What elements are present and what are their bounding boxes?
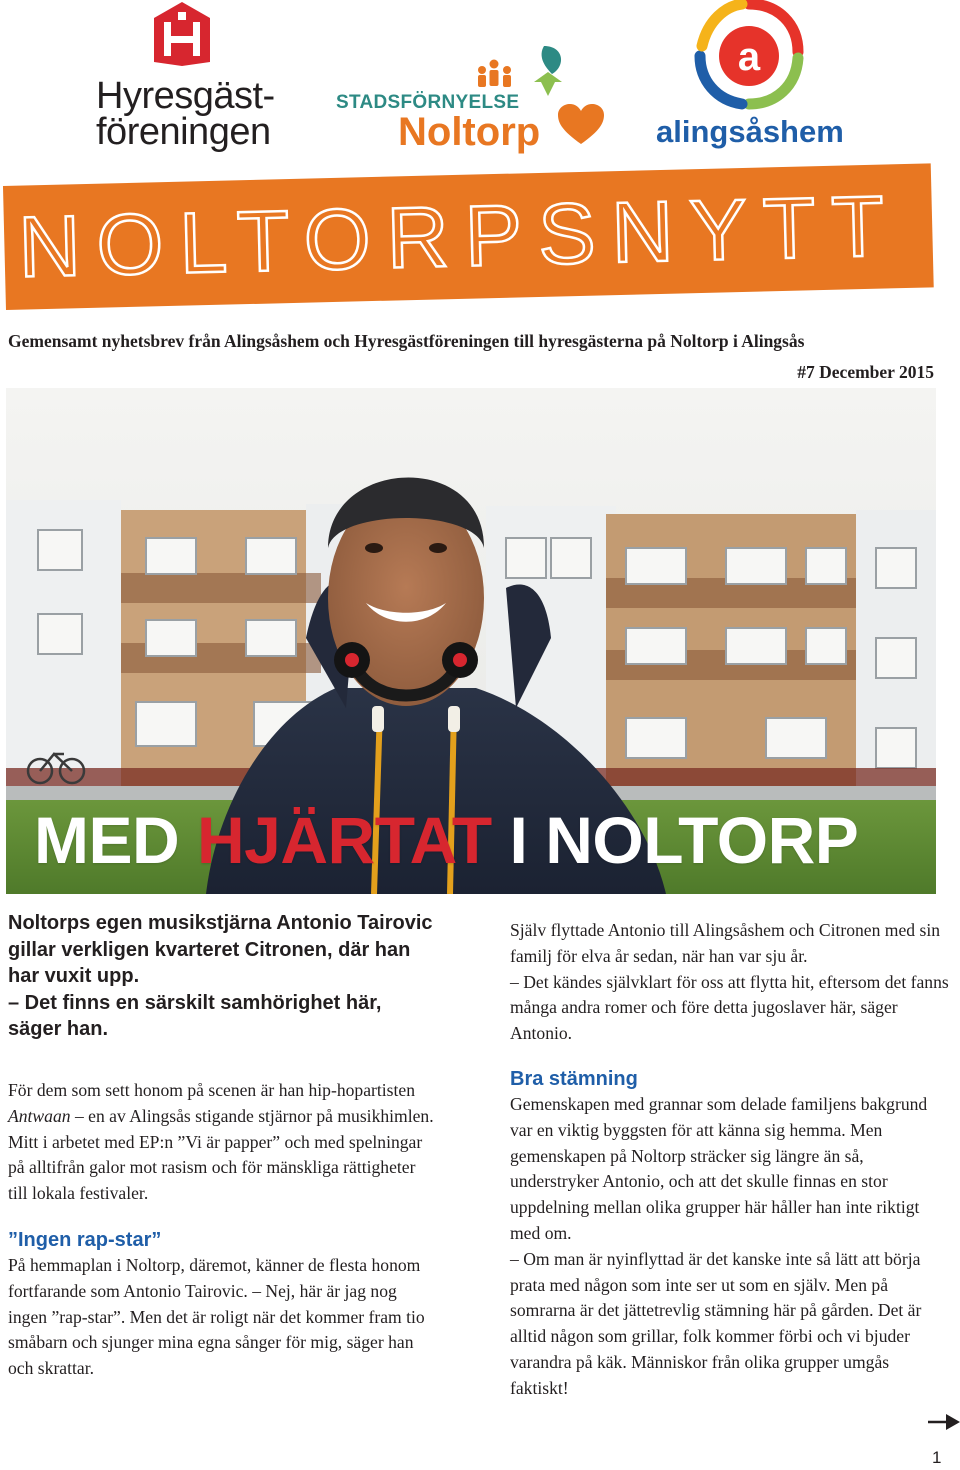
hyresgast-line2: föreningen <box>96 111 271 153</box>
page-number: 1 <box>932 1448 942 1467</box>
cover-photo <box>6 388 936 894</box>
hyresgast-line1: Hyresgäst- <box>96 75 275 117</box>
paragraph-1-end: – en av Alingsås stigande stjärnor på musikhimlen. Mitt i arbetet med EP:n ”Vi är papper” och med spelningar på alltifrån galor mot rasism och för mänskliga rättigheter till lokala festivaler. <box>8 1105 434 1204</box>
article-paragraph-2: På hemmaplan i Noltorp, däremot, känner de flesta honom fortfarande som Antonio Tairovic. – Nej, här är jag nog ingen ”rap-star”. Men det är roligt när det kommer fram tio småbarn och sjunger mina egna sånger för mig, säger han och skrattar. <box>8 1254 425 1379</box>
article-left-column <box>8 910 438 1382</box>
paragraph-1-start: För dem som sett honom på scenen är han hip-hopartisten <box>8 1079 416 1100</box>
alingsashem-text: alingsåshem <box>656 114 844 149</box>
article-paragraph-6: – Om man är nyinflyttad är det kanske inte så lätt att börja prata med någon som inte ser ut som en själv. Men på somrarna är det jättetrevlig stämning här på gården. Det är alltid någon som grillar, folk kommer förbi och vi bjuder varandra på käk. Människor från olika grupper umgås faktiskt! <box>510 1248 922 1398</box>
hyresgastforeningen-logo <box>96 0 286 160</box>
alingsashem-logo <box>650 0 860 160</box>
alingsashem-a-icon <box>694 0 804 110</box>
cover-headline <box>34 800 858 880</box>
article-lead: Noltorps egen musikstjärna Antonio Tairovic gillar verkligen kvarteret Citronen, där han har vuxit upp. <box>8 912 433 988</box>
stadsfornyelse-noltorp-logo <box>336 40 616 160</box>
article-paragraph-3: Själv flyttade Antonio till Alingsåshem och Citronen med sin familj för elva år sedan, när han var sju år. <box>510 920 941 966</box>
headline-part-2: I NOLTORP <box>491 803 859 877</box>
house-h-icon <box>152 2 212 66</box>
headline-part-1: MED <box>34 803 197 877</box>
continue-arrow-icon <box>928 1408 960 1436</box>
subheading-bra-stamning: Bra stämning <box>510 1067 638 1090</box>
heart-icon <box>558 104 604 146</box>
stadsfornyelse-text: STADSFÖRNYELSE <box>336 92 520 113</box>
article-right-column <box>510 918 950 1402</box>
subheading-ingen-rap-star: ”Ingen rap-star” <box>8 1228 162 1251</box>
svg-text:a: a <box>737 35 761 79</box>
article-paragraph-5: Gemenskapen med grannar som delade familjens bakgrund var en viktig byggsten för att känna sig hemma. Men gemenskapen på Noltorp sträcker sig längre än så, understryker Antonio, och att det skulle finnas en stor uppdelning mellan olika grupper här håller han inte riktigt med om. <box>510 1093 928 1243</box>
title-banner <box>3 163 934 310</box>
article-lead-quote: – Det finns en särskilt samhörighet här, säger han. <box>8 991 382 1041</box>
article-paragraph-4: – Det kändes självklart för oss att flytta hit, eftersom det fanns många andra romer och före detta jugoslaver här, säger Antonio. <box>510 971 949 1044</box>
newsletter-subtitle: Gemensamt nyhetsbrev från Alingsåshem och Hyresgästföreningen till hyresgästerna på Noltorp i Alingsås <box>8 331 805 351</box>
artist-name: Antwaan <box>8 1105 71 1126</box>
newsletter-title: NOLTORPSNYTT <box>17 178 902 296</box>
headline-highlight: HJÄRTAT <box>197 803 492 877</box>
article-paragraph-1 <box>8 1078 438 1207</box>
noltorp-logo-text: Noltorp <box>398 110 541 154</box>
issue-label: #7 December 2015 <box>797 362 934 382</box>
